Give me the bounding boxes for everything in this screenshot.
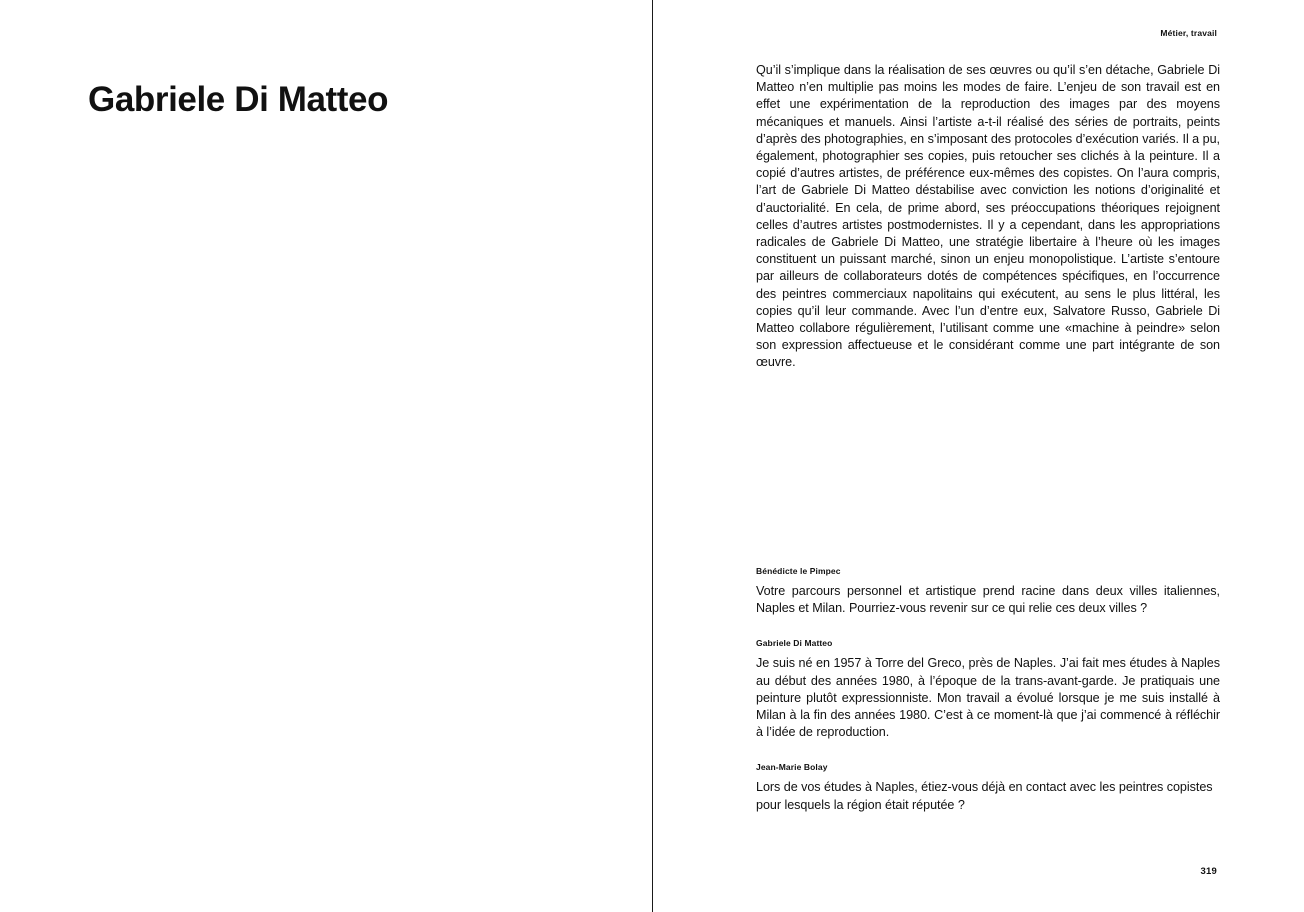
page-title: Gabriele Di Matteo (88, 80, 389, 120)
intro-paragraph: Qu’il s’implique dans la réalisation de ses œuvres ou qu’il s’en détache, Gabriele Di Matteo n’en multiplie pas moins les modes de faire. L’enjeu de son travail est en effet une expérimentation de la reproduction des images par des moyens mécaniques et manuels. Ainsi l’artiste a-t-il réalisé des séries de portraits, peints d’après des photographies, en s’imposant des protocoles d’exécution variés. Il a pu, également, photographier ses copies, puis retoucher ses clichés à la peinture. Il a copié d’autres artistes, de préférence eux-mêmes des copistes. On l’aura compris, l’art de Gabriele Di Matteo déstabilise avec conviction les notions d’originalité et d’auctorialité. En cela, de prime abord, ses préoccupations théoriques rejoignent celles d’autres artistes postmodernistes. Il y a cependant, dans les appropriations radicales de Gabriele Di Matteo, une stratégie libertaire à l’heure où les images constituent un puissant marché, sinon un enjeu monopolistique. L’artiste s’entoure par ailleurs de collaborateurs dotés de compétences spécifiques, en l’occurrence des peintres commerciaux napolitains qui exécutent, au sens le plus littéral, les copies qu’il leur commande. Avec l’un d’entre eux, Salvatore Russo, Gabriele Di Matteo collabore régulièrement, l’utilisant comme une «machine à peindre» selon son expression affectueuse et le considérant comme une part intégrante de son œuvre. (756, 63, 1220, 370)
speaker-name: Jean-Marie Bolay (756, 762, 828, 773)
interview-entry (756, 762, 1220, 813)
interview-entry (756, 638, 1220, 741)
right-page (653, 0, 1304, 912)
page-number: 319 (1200, 866, 1217, 877)
speaker-name: Gabriele Di Matteo (756, 638, 833, 649)
running-head: Métier, travail (1160, 28, 1217, 38)
speaker-text: Lors de vos études à Naples, étiez-vous déjà en contact avec les peintres copistes pour lesquels la région était réputée ? (756, 780, 1213, 812)
speaker-text: Votre parcours personnel et artistique prend racine dans deux villes italiennes, Naples et Milan. Pourriez-vous revenir sur ce qui relie ces deux villes ? (756, 584, 1220, 616)
interview-entry (756, 566, 1220, 617)
speaker-text: Je suis né en 1957 à Torre del Greco, près de Naples. J’ai fait mes études à Naples au début des années 1980, à l’époque de la trans-avant-garde. Je pratiquais une peinture plutôt expressionniste. Mon travail a évolué lorsque je me suis installé à Milan à la fin des années 1980. C’est à ce moment-là que j’ai commencé à réfléchir à l’idée de reproduction. (756, 656, 1220, 740)
interview-section (756, 566, 1220, 814)
speaker-name: Bénédicte le Pimpec (756, 566, 841, 576)
